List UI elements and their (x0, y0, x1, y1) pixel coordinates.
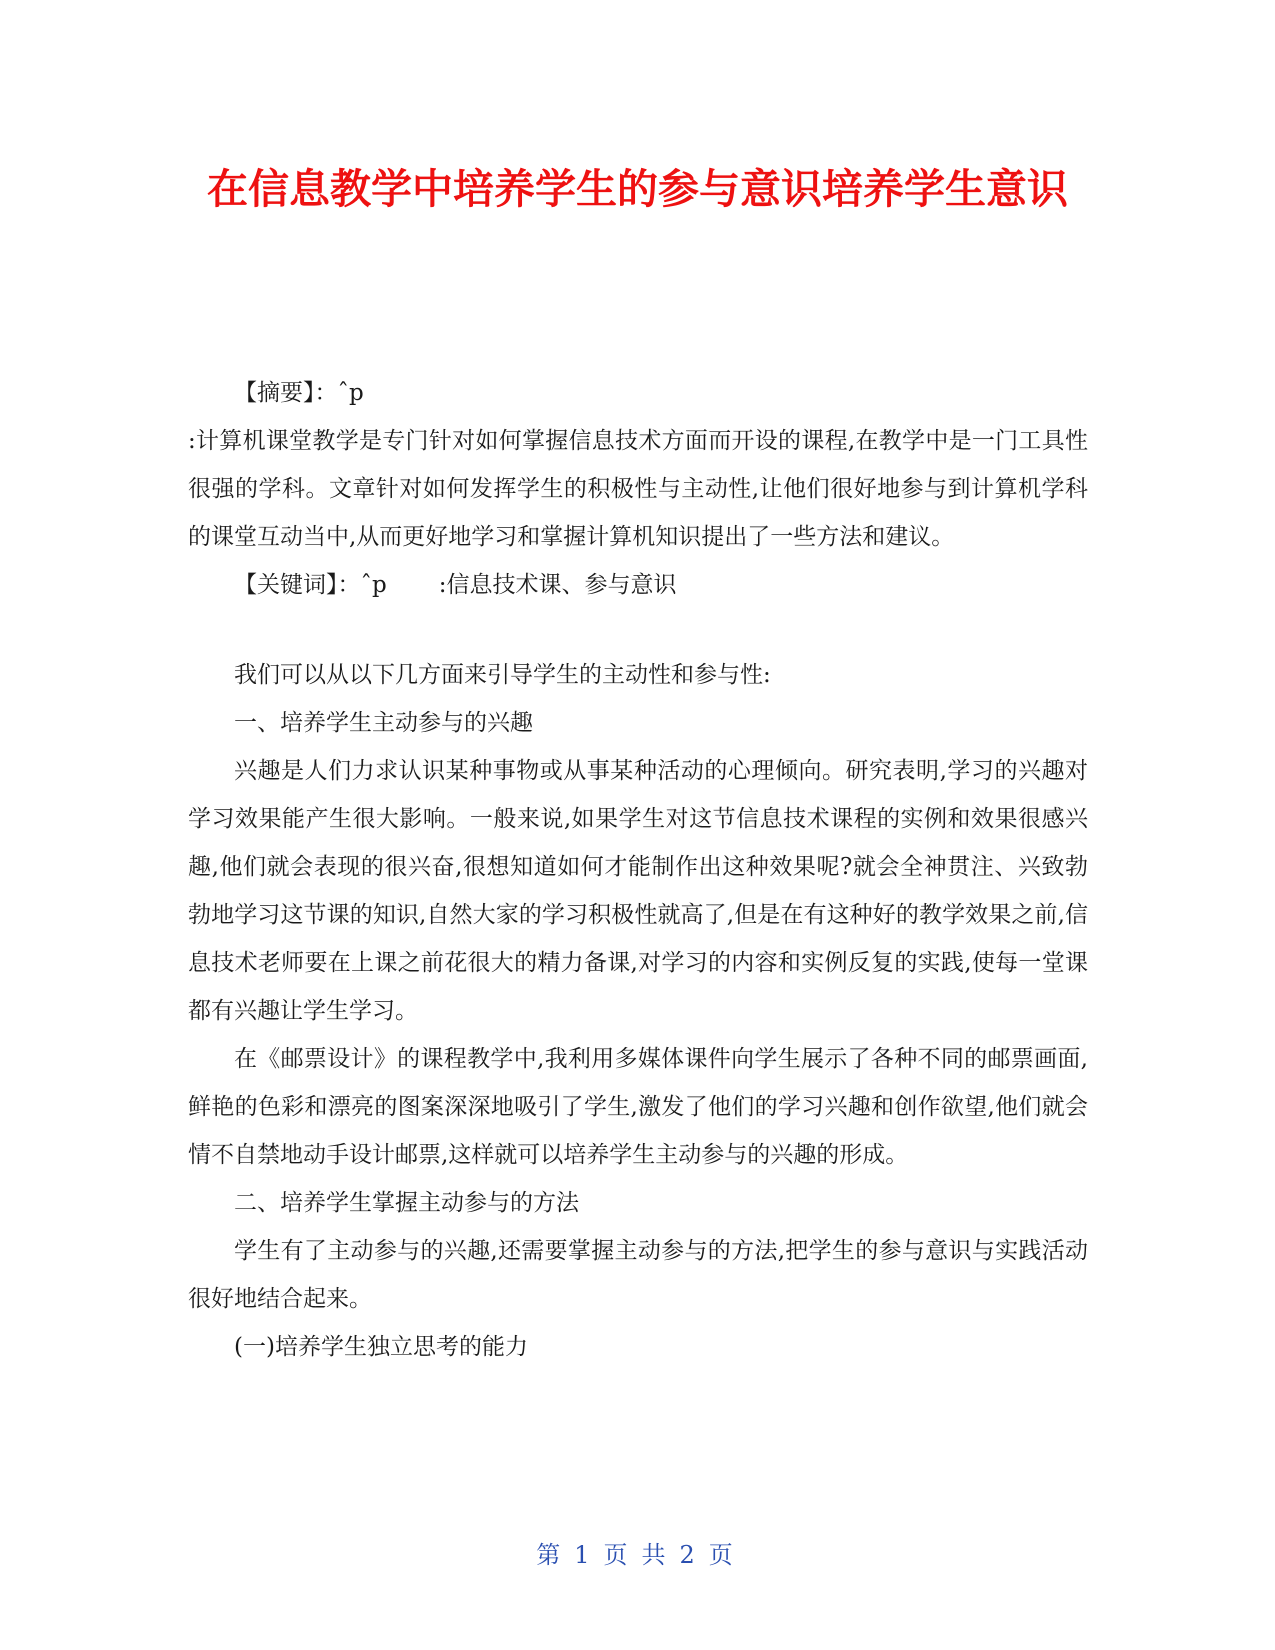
section-heading-2: 二、培养学生掌握主动参与的方法 (234, 1190, 579, 1216)
body-paragraph: 兴趣是人们力求认识某种事物或从事某种活动的心理倾向。研究表明,学习的兴趣对学习效果能产生很大影响。一般来说,如果学生对这节信息技术课程的实例和效果很感兴趣,他们就会表现的很兴奋,很想知道如何才能制作出这种效果呢?就会全神贯注、兴致勃勃地学习这节课的知识,自然大家的学习积极性就高了,但是在有这种好的教学效果之前,信息技术老师要在上课之前花很大的精力备课,对学习的内容和实例反复的实践,使每一堂课都有兴趣让学生学习。 (188, 758, 1088, 1024)
footer-page-prefix: 第 (536, 1541, 567, 1569)
footer-current-page: 1 (574, 1541, 596, 1569)
page-footer (0, 1540, 1275, 1570)
document-body (188, 369, 1088, 1371)
body-paragraph: 学生有了主动参与的兴趣,还需要掌握主动参与的方法,把学生的参与意识与实践活动很好地结合起来。 (188, 1238, 1088, 1312)
keywords-label: 【关键词】：ˆp (234, 572, 387, 598)
abstract-label: 【摘要】：ˆp (234, 380, 364, 406)
abstract-text: :计算机课堂教学是专门针对如何掌握信息技术方面而开设的课程,在教学中是一门工具性很强的学科。文章针对如何发挥学生的积极性与主动性,让他们很好地参与到计算机学科的课堂互动当中,从而更好地学习和掌握计算机知识提出了一些方法和建议。 (188, 428, 1088, 550)
footer-total-prefix: 共 (641, 1541, 672, 1569)
footer-total-pages: 2 (679, 1541, 701, 1569)
keywords-line (188, 561, 1088, 609)
footer-page-word: 页 (603, 1541, 634, 1569)
footer-page-word-end: 页 (708, 1541, 739, 1569)
intro-paragraph: 我们可以从以下几方面来引导学生的主动性和参与性: (234, 662, 771, 688)
subsection-heading: (一)培养学生独立思考的能力 (234, 1334, 528, 1360)
body-paragraph: 在《邮票设计》的课程教学中,我利用多媒体课件向学生展示了各种不同的邮票画面,鲜艳的色彩和漂亮的图案深深地吸引了学生,激发了他们的学习兴趣和创作欲望,他们就会情不自禁地动手设计邮票,这样就可以培养学生主动参与的兴趣的形成。 (188, 1046, 1088, 1168)
keywords-text: :信息技术课、参与意识 (438, 572, 677, 598)
section-heading-1: 一、培养学生主动参与的兴趣 (234, 710, 533, 736)
document-title: 在信息教学中培养学生的参与意识培养学生意识 (207, 165, 1068, 213)
